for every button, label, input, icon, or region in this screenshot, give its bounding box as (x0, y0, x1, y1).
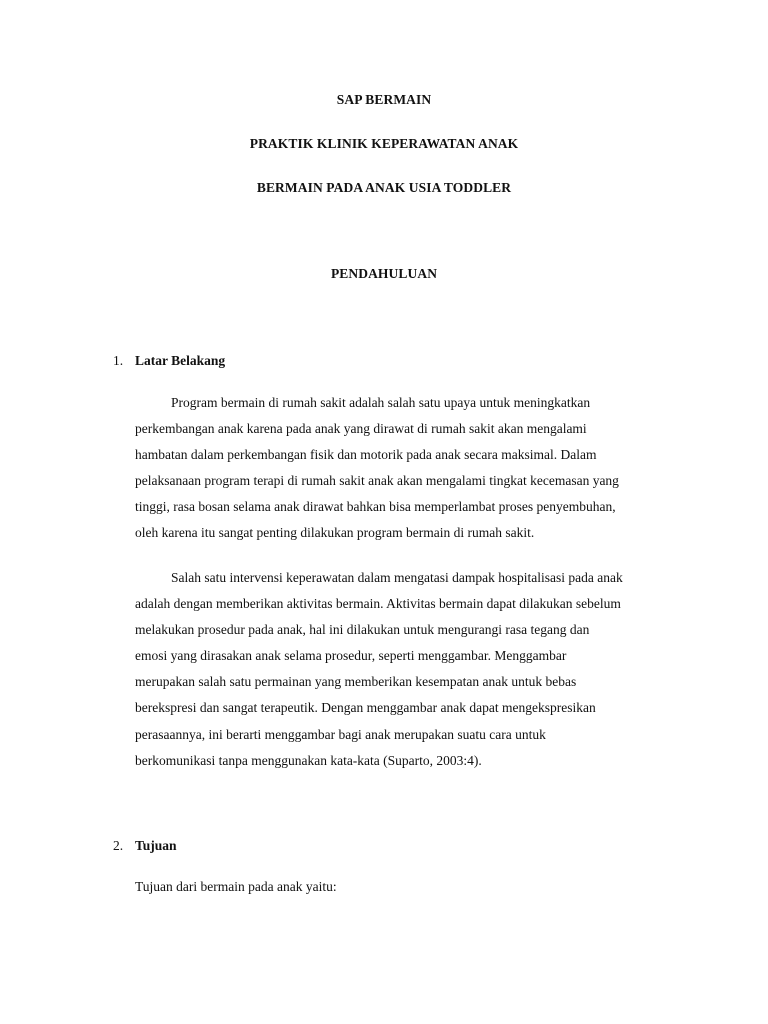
chapter-heading: PENDAHULUAN (330, 266, 438, 281)
doc-title: SAP BERMAIN (336, 92, 432, 107)
paragraph-line: pelaksanaan program terapi di rumah sakit anak akan mengalami tingkat kecemasan yang (135, 473, 619, 489)
section-number: 1. (113, 353, 124, 368)
paragraph-3 (135, 874, 680, 900)
section-heading-latar-belakang (113, 353, 225, 369)
paragraph-line: berkomunikasi tanpa menggunakan kata-kata (Suparto, 2003:4). (135, 752, 482, 768)
section-heading-tujuan (113, 838, 177, 854)
doc-topic: BERMAIN PADA ANAK USIA TODDLER (256, 180, 512, 195)
paragraph-line: merupakan salah satu permainan yang memberikan kesempatan anak untuk bebas (135, 674, 577, 690)
paragraph-line: Program bermain di rumah sakit adalah salah satu upaya untuk meningkatkan (171, 395, 591, 410)
paragraph-line: Salah satu intervensi keperawatan dalam mengatasi dampak hospitalisasi pada anak (171, 570, 623, 585)
paragraph-line: perkembangan anak karena pada anak yang dirawat di rumah sakit akan mengalami (135, 421, 587, 437)
section-number: 2. (113, 838, 124, 853)
paragraph-line: Tujuan dari bermain pada anak yaitu: (135, 879, 337, 894)
paragraph-2 (135, 565, 680, 774)
paragraph-line: adalah dengan memberikan aktivitas bermain. Aktivitas bermain dapat dilakukan sebelum (135, 596, 621, 612)
paragraph-1 (135, 390, 680, 547)
section-label: Tujuan (135, 838, 177, 853)
paragraph-line: oleh karena itu sangat penting dilakukan program bermain di rumah sakit. (135, 525, 535, 541)
paragraph-line: tinggi, rasa bosan selama anak dirawat bahkan bisa memperlambat proses penyembuhan, (135, 499, 616, 515)
paragraph-line: perasaannya, ini berarti menggambar bagi anak merupakan suatu cara untuk (135, 726, 546, 742)
doc-subtitle: PRAKTIK KLINIK KEPERAWATAN ANAK (249, 136, 519, 151)
paragraph-line: melakukan prosedur pada anak, hal ini dilakukan untuk mengurangi rasa tegang dan (135, 622, 590, 638)
paragraph-line: hambatan dalam perkembangan fisik dan motorik pada anak secara maksimal. Dalam (135, 447, 597, 463)
section-label: Latar Belakang (135, 353, 226, 368)
paragraph-line: emosi yang dirasakan anak selama prosedur, seperti menggambar. Menggambar (135, 648, 567, 664)
paragraph-line: berekspresi dan sangat terapeutik. Dengan menggambar anak dapat mengekspresikan (135, 700, 596, 716)
